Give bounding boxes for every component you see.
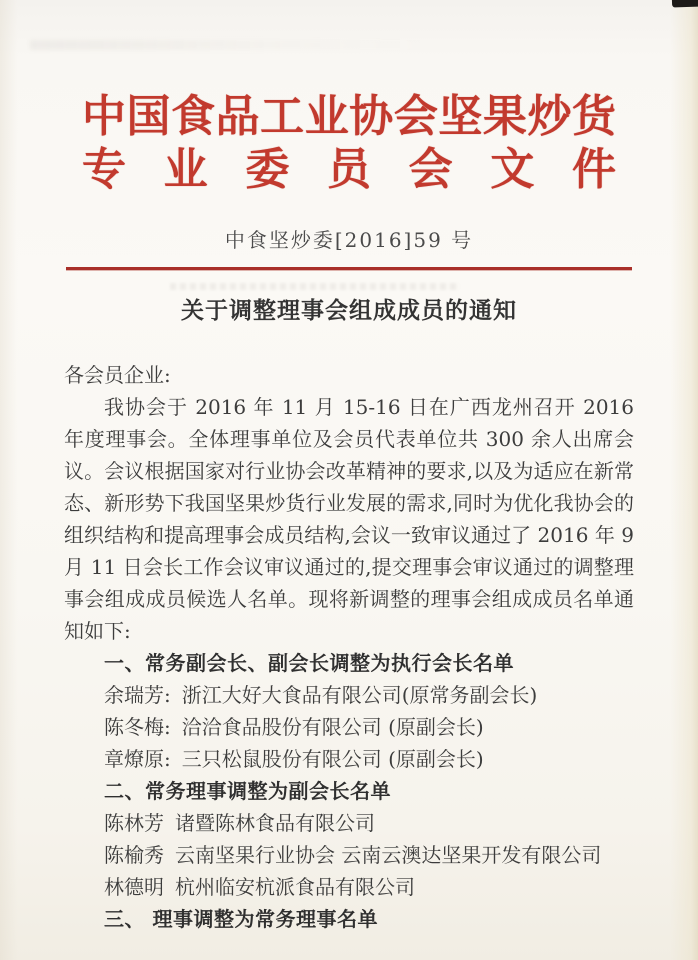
list-item — [64, 711, 634, 743]
bleed-through-artifact — [170, 283, 460, 290]
list-item — [64, 807, 634, 839]
list-item — [64, 839, 634, 871]
section-1-heading: 一、常务副会长、副会长调整为执行会长名单 — [104, 651, 514, 675]
member-name: 陈林芳 — [104, 811, 164, 835]
member-detail: 杭州临安杭派食品有限公司 — [175, 875, 415, 899]
notice-title: 关于调整理事会组成成员的通知 — [181, 297, 517, 324]
list-item — [64, 679, 634, 711]
scan-smudge-artifact — [30, 40, 430, 50]
member-detail: 三只松鼠股份有限公司 (原副会长) — [181, 747, 484, 771]
scan-corner-artifact — [672, 0, 698, 8]
document-number: 中食坚炒委[2016]59 号 — [224, 228, 474, 252]
body-paragraph: 我协会于 2016 年 11 月 15-16 日在广西龙州召开 2016 年度理事会。全体理事单位及会员代表单位共 300 余人出席会议。会议根据国家对行业协会改革精神的要求,以及为适应在新常态、新形势下我国坚果炒货行业发展的需求,同时为优化我协会的组织结构和提高理事会成员结构,会议一致审议通过了 2016 年 9 月 11 日会长工作会议审议通过的,提交理事会审议通过的调整理事会组成成员候选人名单。现将新调整的理事会组成成员名单通知如下: — [64, 395, 634, 643]
member-detail: 诸暨陈林食品有限公司 — [175, 811, 375, 835]
letterhead-org-name-line2: 专业委员会文件 — [82, 144, 616, 195]
member-detail: 浙江大好大食品有限公司(原常务副会长) — [181, 683, 538, 707]
member-name: 章燎原: — [104, 747, 171, 771]
member-name: 陈冬梅: — [104, 715, 171, 739]
member-name: 余瑞芳: — [104, 683, 171, 707]
member-detail: 洽洽食品股份有限公司 (原副会长) — [181, 715, 484, 739]
list-item — [64, 743, 634, 775]
section-2-heading: 二、常务理事调整为副会长名单 — [104, 779, 391, 803]
list-item — [64, 871, 634, 903]
member-detail: 云南坚果行业协会 云南云澳达坚果开发有限公司 — [175, 843, 602, 867]
letterhead-org-name-line1: 中国食品工业协会坚果炒货 — [82, 91, 616, 142]
letterhead-red-rule — [66, 267, 632, 270]
member-name: 林德明 — [104, 875, 164, 899]
section-3-heading: 三、 理事调整为常务理事名单 — [104, 907, 378, 931]
member-name: 陈榆秀 — [104, 843, 164, 867]
salutation: 各会员企业: — [64, 363, 171, 387]
document-body — [64, 359, 634, 935]
